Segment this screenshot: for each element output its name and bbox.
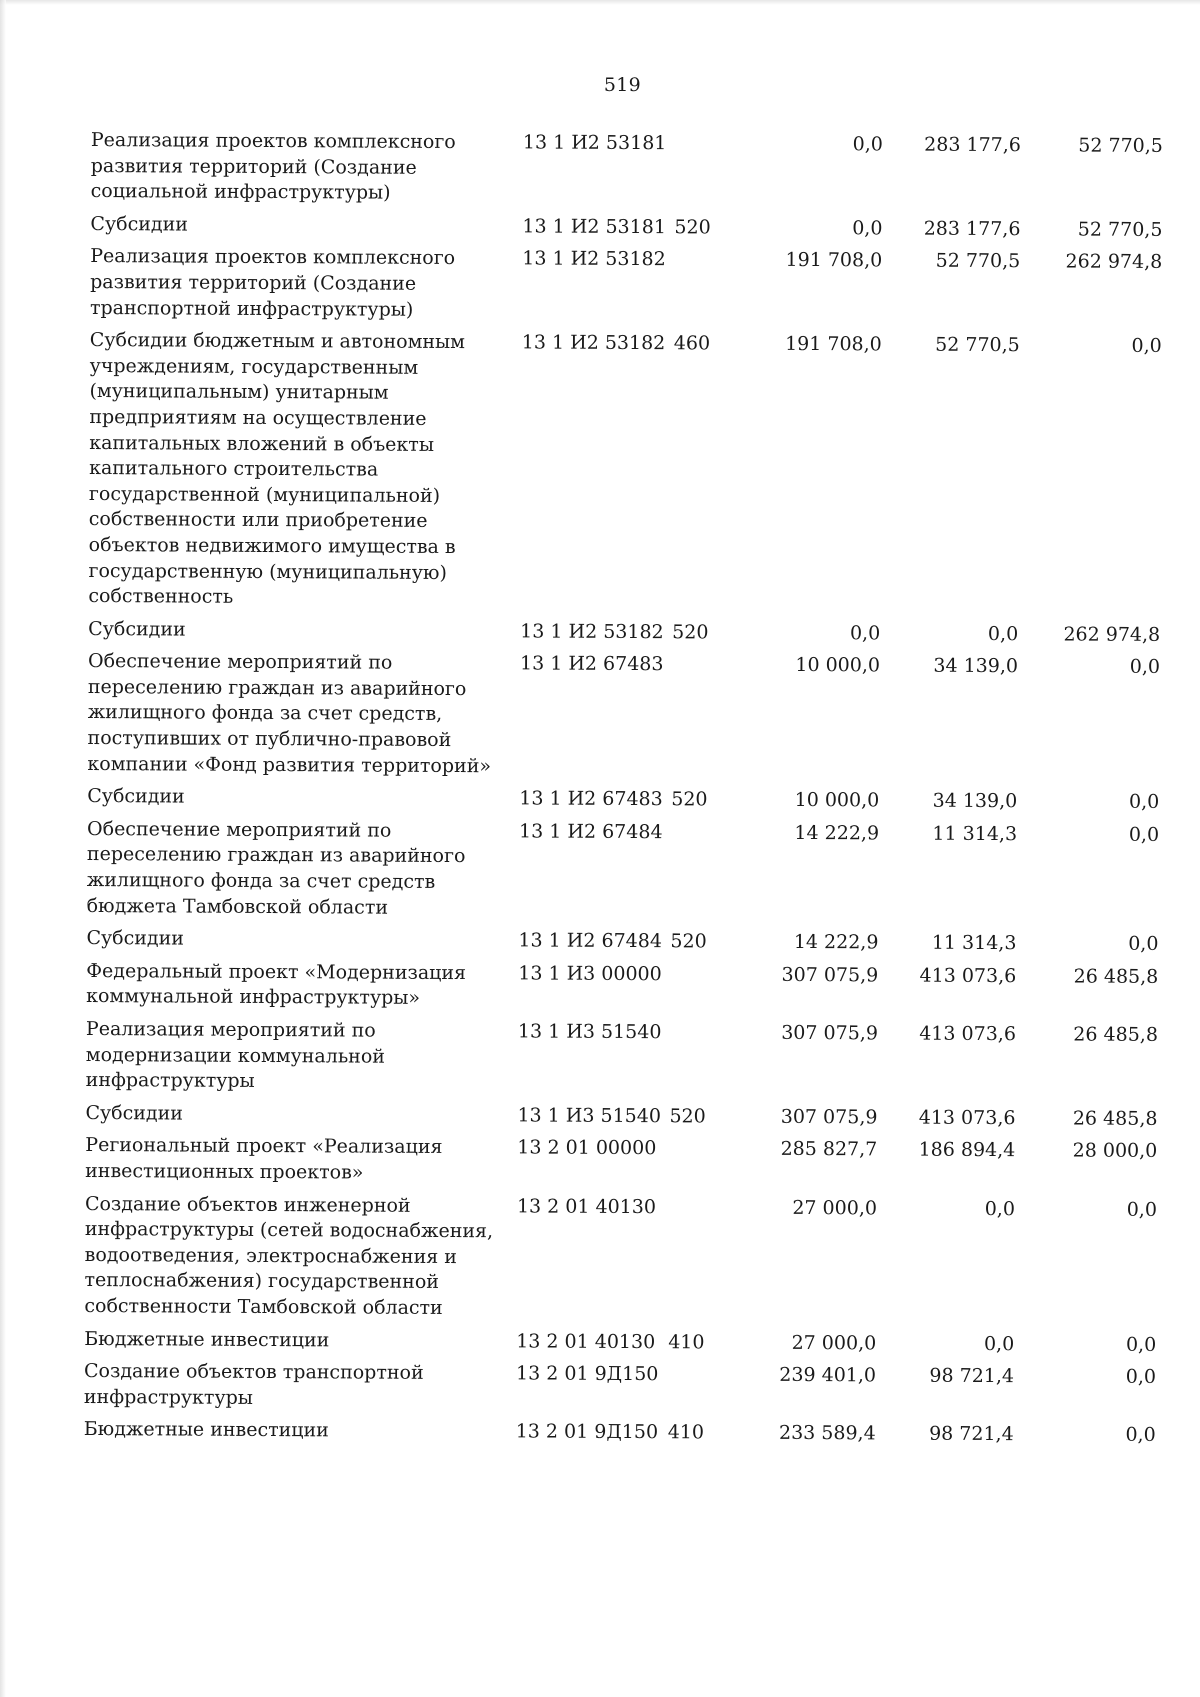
- row-amount-year-2: 98 721,4: [929, 1364, 1015, 1388]
- row-expense-type: 520: [674, 216, 711, 239]
- row-amount-year-3: 0,0: [1125, 1365, 1157, 1389]
- table-row: [88, 328, 1162, 623]
- row-amount-year-3: 0,0: [1128, 823, 1160, 846]
- row-expense-type: [674, 248, 730, 332]
- row-expense-type: 410: [667, 1421, 705, 1444]
- row-amount-year-2: 413 073,6: [919, 964, 1017, 987]
- row-amount-year-3: 0,0: [1131, 334, 1162, 358]
- row-amount-year-3: 262 974,8: [1063, 623, 1161, 646]
- row-amount-year-3: 0,0: [1129, 656, 1161, 679]
- row-amount-year-1: 191 708,0: [785, 333, 882, 356]
- row-amount-year-2: 0,0: [984, 1197, 1016, 1220]
- row-code: 13 1 И2 53182: [522, 247, 666, 271]
- row-code: 13 2 01 00000: [517, 1136, 657, 1160]
- row-amount-year-3: 0,0: [1125, 1333, 1157, 1356]
- row-name: Региональный проект «Реализация инвестиционных проектов»: [85, 1134, 443, 1184]
- row-expense-type: 520: [670, 930, 707, 953]
- table-row: [87, 817, 1160, 932]
- budget-table: [84, 128, 1163, 1456]
- row-expense-type: [670, 1020, 726, 1104]
- row-amount-year-2: 186 894,4: [918, 1139, 1016, 1162]
- row-amount-year-1: 191 708,0: [785, 249, 883, 272]
- row-amount-year-1: 285 827,7: [780, 1138, 878, 1161]
- row-name: Субсидии: [85, 1101, 184, 1125]
- row-code: 13 1 И2 67484: [519, 820, 663, 844]
- row-amount-year-3: 26 485,8: [1072, 1107, 1158, 1130]
- row-amount-year-1: 10 000,0: [794, 789, 880, 812]
- row-amount-year-1: 10 000,0: [795, 654, 881, 677]
- row-code: 13 2 01 40130: [516, 1194, 657, 1218]
- row-name: Субсидии бюджетным и автономным учреждениям, государственным (муниципальным) унитарным предприятиям на осуществление капитальных вложений в объекты капитального строительства государственной (муниципальной) собственности или приобретение объектов недвижимого имущества в государственную (муниципальную) собственность: [88, 329, 466, 608]
- row-expense-type: [671, 820, 728, 930]
- row-amount-year-2: 0,0: [983, 1332, 1015, 1355]
- row-code: 13 1 И2 53181: [522, 131, 667, 155]
- row-expense-type: [671, 653, 728, 788]
- row-code: 13 2 01 9Д150: [515, 1420, 659, 1444]
- row-amount-year-1: 307 075,9: [781, 963, 879, 987]
- row-amount-year-1: 27 000,0: [792, 1196, 878, 1219]
- row-amount-year-3: 262 974,8: [1065, 250, 1163, 274]
- table-row: [85, 1133, 1157, 1197]
- page-number: 519: [603, 74, 642, 96]
- row-amount-year-2: 283 177,6: [923, 217, 1021, 240]
- row-code: 13 1 И2 53182: [520, 620, 664, 643]
- row-amount-year-2: 283 177,6: [924, 133, 1021, 157]
- row-name: Создание объектов транспортной инфраструктуры: [83, 1360, 424, 1409]
- row-code: 13 1 И3 51540: [517, 1020, 662, 1044]
- row-amount-year-1: 0,0: [849, 621, 881, 645]
- row-amount-year-1: 0,0: [852, 217, 883, 240]
- row-name: Обеспечение мероприятий по переселению граждан из аварийного жилищного фонда за счет средств, поступивших от публично-правовой компании «Фонд развития территорий»: [87, 650, 492, 777]
- row-amount-year-3: 0,0: [1128, 933, 1159, 956]
- row-name: Бюджетные инвестиции: [83, 1418, 329, 1442]
- row-amount-year-3: 28 000,0: [1072, 1139, 1158, 1163]
- row-expense-type: 460: [673, 332, 711, 355]
- row-amount-year-3: 0,0: [1128, 791, 1160, 814]
- budget-table-body: [84, 128, 1163, 1456]
- row-expense-type: [675, 131, 731, 215]
- row-expense-type: [668, 1195, 725, 1330]
- row-amount-year-1: 307 075,9: [781, 1021, 879, 1045]
- row-code: 13 1 И2 67483: [519, 787, 663, 811]
- row-amount-year-1: 233 589,4: [778, 1422, 876, 1445]
- row-amount-year-1: 27 000,0: [791, 1331, 877, 1354]
- table-row: [84, 1417, 1156, 1456]
- row-amount-year-3: 0,0: [1125, 1424, 1156, 1447]
- row-expense-type: 520: [669, 1105, 706, 1128]
- table-row: [87, 649, 1160, 790]
- scan-edge-left: [0, 0, 6, 1697]
- row-amount-year-1: 239 401,0: [779, 1363, 877, 1387]
- row-name: Федеральный проект «Модернизация коммунальной инфраструктуры»: [86, 959, 467, 1010]
- row-amount-year-1: 0,0: [852, 133, 883, 156]
- table-row: [91, 128, 1163, 218]
- row-name: Реализация проектов комплексного развития территорий (Создание социальной инфраструктуры): [90, 128, 456, 204]
- row-amount-year-2: 34 139,0: [932, 789, 1018, 813]
- row-expense-type: [670, 962, 726, 1020]
- row-amount-year-3: 0,0: [1126, 1198, 1158, 1221]
- table-row: [90, 244, 1162, 334]
- row-name: Субсидии: [87, 785, 185, 808]
- row-code: 13 2 01 9Д150: [515, 1362, 659, 1386]
- row-name: Реализация мероприятий по модернизации коммунальной инфраструктуры: [85, 1017, 386, 1093]
- row-name: Обеспечение мероприятий по переселению граждан из аварийного жилищного фонда за счет средств бюджета Тамбовской области: [86, 817, 466, 919]
- row-amount-year-2: 98 721,4: [929, 1423, 1014, 1446]
- row-code: 13 2 01 40130: [516, 1329, 656, 1353]
- row-amount-year-2: 52 770,5: [935, 250, 1021, 273]
- row-code: 13 1 И2 67484: [518, 929, 663, 953]
- table-row: [86, 1017, 1158, 1107]
- row-expense-type: [668, 1362, 724, 1420]
- row-code: 13 1 И3 51540: [517, 1104, 662, 1127]
- row-expense-type: [669, 1137, 725, 1195]
- row-code: 13 1 И2 53181: [522, 215, 667, 238]
- row-amount-year-2: 11 314,3: [932, 822, 1018, 846]
- row-expense-type: 520: [671, 788, 708, 811]
- row-code: 13 1 И3 00000: [518, 962, 662, 986]
- table-row: [84, 1192, 1157, 1333]
- row-amount-year-2: 52 770,5: [935, 333, 1020, 357]
- row-amount-year-2: 413 073,6: [918, 1106, 1016, 1129]
- table-row: [86, 959, 1158, 1023]
- row-amount-year-2: 34 139,0: [933, 654, 1019, 678]
- row-expense-type: 410: [668, 1330, 705, 1353]
- row-expense-type: 520: [672, 620, 709, 644]
- row-name: Бюджетные инвестиции: [84, 1327, 330, 1351]
- row-amount-year-1: 14 222,9: [793, 931, 879, 954]
- row-amount-year-2: 0,0: [987, 622, 1019, 645]
- row-amount-year-2: 11 314,3: [931, 931, 1017, 955]
- row-amount-year-3: 26 485,8: [1073, 965, 1159, 988]
- row-name: Субсидии: [88, 617, 186, 641]
- row-amount-year-3: 26 485,8: [1073, 1023, 1159, 1046]
- table-row: [84, 1359, 1156, 1423]
- row-name: Субсидии: [90, 212, 189, 236]
- row-code: 13 1 И2 53182: [521, 331, 666, 355]
- row-code: 13 1 И2 67483: [519, 652, 664, 676]
- row-name: Субсидии: [86, 927, 185, 950]
- row-amount-year-3: 52 770,5: [1077, 218, 1163, 241]
- row-amount-year-1: 14 222,9: [794, 821, 880, 845]
- row-amount-year-2: 413 073,6: [919, 1022, 1017, 1046]
- scan-edge-top: [0, 0, 1200, 5]
- row-name: Реализация проектов комплексного развития территорий (Создание транспортной инфраструктуры): [89, 245, 456, 321]
- row-amount-year-3: 52 770,5: [1078, 134, 1163, 157]
- row-name: Создание объектов инженерной инфраструктуры (сетей водоснабжения, водоотведения, электроснабжения и теплоснабжения) государственной собственности Тамбовской области: [84, 1192, 494, 1319]
- row-amount-year-1: 307 075,9: [780, 1105, 878, 1129]
